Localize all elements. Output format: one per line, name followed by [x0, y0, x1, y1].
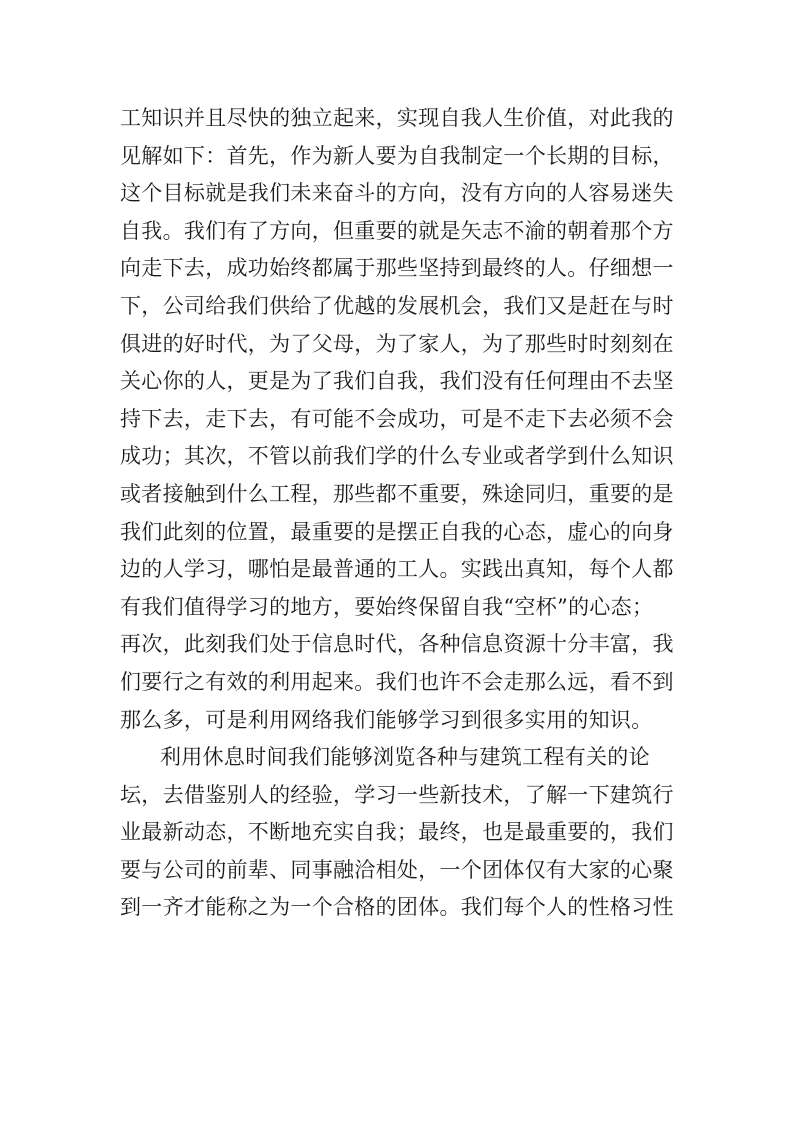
text-line: 边的人学习，哪怕是最普通的工人。实践出真知，每个人都 — [120, 557, 674, 582]
text-line: 关心你的人，更是为了我们自我，我们没有任何理由不去坚 — [120, 369, 674, 394]
text-line: 见解如下：首先，作为新人要为自我制定一个长期的目标， — [120, 143, 674, 168]
text-line: 要与公司的前辈、同事融洽相处，一个团体仅有大家的心聚 — [120, 857, 674, 882]
text-line: 们要行之有效的利用起来。我们也许不会走那么远，看不到 — [120, 669, 674, 694]
text-line: 持下去，走下去，有可能不会成功，可是不走下去必须不会 — [120, 406, 674, 431]
body-text — [120, 100, 678, 927]
text-line: 俱进的好时代，为了父母，为了家人，为了那些时时刻刻在 — [120, 331, 674, 356]
text-line: 再次，此刻我们处于信息时代，各种信息资源十分丰富，我 — [120, 632, 674, 657]
text-line: 坛，去借鉴别人的经验，学习一些新技术，了解一下建筑行 — [120, 782, 674, 807]
text-line: 向走下去，成功始终都属于那些坚持到最终的人。仔细想一 — [120, 256, 674, 281]
paragraph-first-line: 利用休息时间我们能够浏览各种与建筑工程有关的论 — [160, 745, 650, 770]
text-line: 业最新动态，不断地充实自我；最终，也是最重要的，我们 — [120, 820, 674, 845]
text-line: 下，公司给我们供给了优越的发展机会，我们又是赶在与时 — [120, 293, 674, 318]
text-line: 工知识并且尽快的独立起来，实现自我人生价值，对此我的 — [120, 106, 674, 130]
text-line: 或者接触到什么工程，那些都不重要，殊途同归，重要的是 — [120, 481, 674, 506]
text-line: 这个目标就是我们未来奋斗的方向，没有方向的人容易迷失 — [120, 181, 674, 206]
text-line: 成功；其次，不管以前我们学的什么专业或者学到什么知识 — [120, 444, 674, 469]
text-line: 我们此刻的位置，最重要的是摆正自我的心态，虚心的向身 — [120, 519, 674, 544]
text-line: 自我。我们有了方向，但重要的就是矢志不渝的朝着那个方 — [120, 218, 674, 243]
text-line: 那么多，可是利用网络我们能够学习到很多实用的知识。 — [120, 707, 653, 732]
text-line: 有我们值得学习的地方，要始终保留自我“空杯”的心态； — [120, 594, 654, 619]
text-line: 到一齐才能称之为一个合格的团体。我们每个人的性格习性 — [120, 895, 674, 920]
